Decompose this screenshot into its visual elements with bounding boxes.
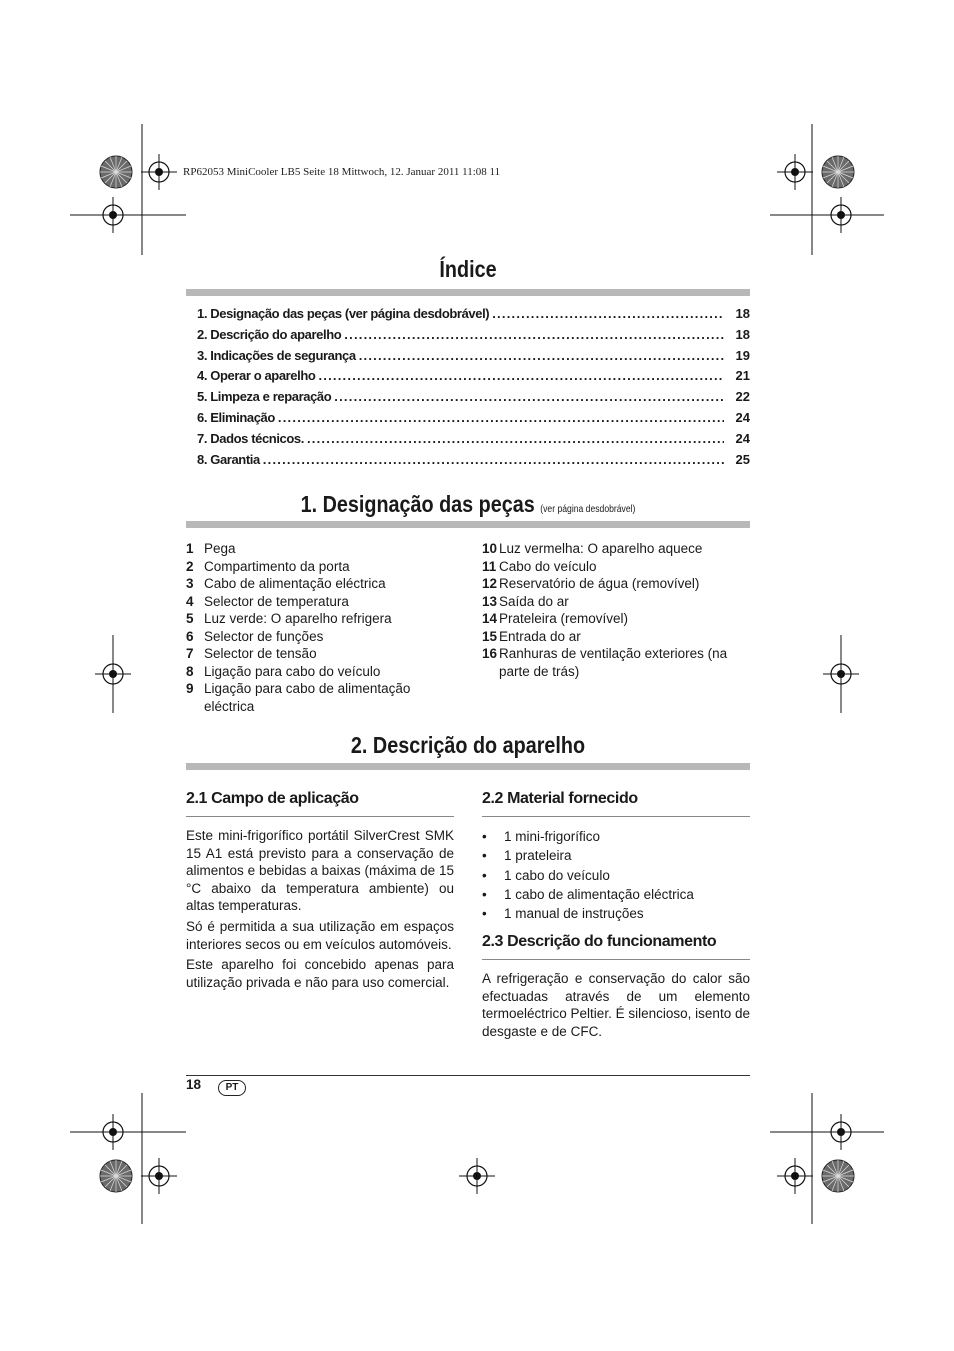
paragraph: Só é permitida a sua utilização em espaços interiores secos ou em veículos automóveis.	[186, 918, 454, 952]
supplied-items-list	[482, 827, 750, 923]
part-label: Selector de tensão	[204, 646, 317, 661]
part-label: Ligação para cabo do veículo	[204, 663, 381, 679]
toc-entry	[197, 348, 750, 369]
part-number: 8	[186, 663, 194, 679]
subsection-2-3-rule	[482, 959, 750, 960]
part-item	[186, 593, 436, 611]
part-label: Pega	[204, 541, 236, 556]
toc-entry-page: 24	[735, 430, 750, 446]
bullet-icon: •	[482, 829, 487, 845]
part-label: Prateleira (removível)	[499, 611, 629, 626]
toc-entry-label: 8. Garantia	[197, 451, 260, 467]
toc-entry-page: 24	[735, 409, 750, 425]
part-label: Cabo de alimentação eléctrica	[204, 576, 386, 591]
bullet-icon: •	[482, 887, 487, 903]
section2-rule	[186, 763, 750, 770]
part-item	[186, 558, 436, 576]
toc-entry	[197, 327, 750, 348]
page-number: 18	[186, 1077, 202, 1092]
language-badge: PT	[218, 1080, 246, 1096]
toc-entry-label: 4. Operar o aparelho	[197, 368, 316, 384]
toc-entry-page: 22	[735, 389, 750, 405]
subsection-2-1-rule	[186, 816, 454, 817]
subsection-2-3-text: A refrigeração e conservação do calor são efectuadas através de um elemento termoeléctrico Peltier. É silencioso, isento de desgaste e de CFC.	[482, 971, 750, 1039]
parts-list-right	[482, 540, 750, 680]
toc-entry-page: 18	[735, 326, 750, 342]
toc-leader	[304, 431, 724, 446]
part-item	[482, 593, 750, 611]
part-item	[482, 645, 750, 680]
toc-entry	[197, 452, 750, 473]
list-item-label: 1 cabo do veículo	[504, 867, 610, 883]
part-label: Selector de funções	[204, 628, 324, 644]
toc-entry-label: 7. Dados técnicos.	[197, 430, 304, 446]
part-item	[482, 575, 750, 593]
toc-leader	[315, 368, 724, 383]
part-item	[186, 610, 436, 628]
toc-entry	[197, 389, 750, 410]
part-number: 16	[482, 646, 498, 661]
toc-entry-page: 21	[735, 368, 750, 384]
list-item	[482, 885, 750, 904]
section1-note: (ver página desdobrável)	[540, 504, 636, 515]
subsection-2-2-title: 2.2 Material fornecido	[482, 790, 638, 807]
part-number: 3	[186, 576, 194, 591]
subsection-2-1-text	[186, 827, 454, 994]
part-number: 5	[186, 611, 194, 626]
part-item	[186, 663, 436, 681]
toc-leader	[331, 389, 724, 404]
part-label: Cabo do veículo	[499, 558, 597, 574]
paragraph: Este mini-frigorífico portátil SilverCrest SMK 15 A1 está previsto para a conservação de alimentos e bebidas a baixas (máxima de 15 °C abaixo da temperatura ambiente) ou altas temperaturas.	[186, 828, 454, 914]
section1-heading: 1. Designação das peças	[300, 491, 535, 517]
part-item	[186, 628, 436, 646]
list-item-label: 1 manual de instruções	[504, 906, 644, 922]
part-number: 4	[186, 593, 194, 609]
toc-leader	[275, 410, 724, 425]
toc-entry-page: 19	[735, 347, 750, 363]
part-item	[482, 628, 750, 646]
part-number: 2	[186, 558, 194, 574]
part-number: 7	[186, 646, 194, 661]
toc-leader	[489, 306, 724, 321]
part-label: Compartimento da porta	[204, 558, 350, 574]
print-slug: RP62053 MiniCooler LB5 Seite 18 Mittwoch, 12. Januar 2011 11:08 11	[183, 166, 501, 178]
part-number: 1	[186, 541, 194, 556]
list-item	[482, 866, 750, 885]
part-label: Reservatório de água (removível)	[499, 576, 700, 591]
part-item	[482, 540, 750, 558]
part-label: Selector de temperatura	[204, 593, 349, 609]
toc-rule	[186, 289, 750, 296]
part-label: Ligação para cabo de alimentação eléctrica	[204, 681, 411, 714]
toc-entry-label: 6. Eliminação	[197, 409, 275, 425]
toc-entry	[197, 431, 750, 452]
section1-title	[225, 491, 710, 518]
toc-entry-label: 2. Descrição do aparelho	[197, 326, 342, 342]
toc-entry	[197, 410, 750, 431]
toc-entry	[197, 306, 750, 327]
part-number: 14	[482, 611, 498, 626]
bullet-icon: •	[482, 906, 487, 922]
part-item	[186, 645, 436, 663]
part-label: Luz verde: O aparelho refrigera	[204, 611, 392, 626]
subsection-2-2-rule	[482, 816, 750, 817]
part-number: 9	[186, 681, 194, 696]
list-item	[482, 827, 750, 846]
table-of-contents	[197, 306, 750, 472]
part-number: 13	[482, 593, 498, 609]
parts-list-left	[186, 540, 436, 715]
subsection-2-1-title: 2.1 Campo de aplicação	[186, 790, 359, 807]
part-label: Saída do ar	[499, 593, 569, 609]
toc-entry-label: 1. Designação das peças (ver página desdobrável)	[197, 306, 490, 321]
part-number: 10	[482, 541, 498, 556]
subsection-2-3-title: 2.3 Descrição do funcionamento	[482, 933, 717, 950]
section1-rule	[186, 521, 750, 528]
part-item	[186, 540, 436, 558]
list-item	[482, 846, 750, 865]
toc-entry	[197, 368, 750, 389]
toc-entry-label: 3. Indicações de segurança	[197, 347, 356, 363]
section2-title: 2. Descrição do aparelho	[350, 732, 586, 758]
toc-leader	[260, 452, 724, 467]
toc-entry-page: 18	[735, 306, 750, 321]
part-number: 12	[482, 576, 498, 591]
list-item	[482, 904, 750, 923]
toc-title: Índice	[439, 256, 497, 282]
toc-leader	[356, 348, 724, 363]
footer-rule	[186, 1075, 750, 1076]
part-number: 15	[482, 628, 498, 644]
part-label: Entrada do ar	[499, 628, 581, 644]
part-item	[186, 680, 436, 715]
bullet-icon: •	[482, 848, 487, 864]
part-label: Luz vermelha: O aparelho aquece	[499, 541, 703, 556]
list-item-label: 1 mini-frigorífico	[504, 829, 601, 845]
bullet-icon: •	[482, 867, 487, 883]
part-item	[186, 575, 436, 593]
toc-entry-page: 25	[735, 451, 750, 467]
part-label: Ranhuras de ventilação exteriores (na parte de trás)	[499, 646, 728, 679]
list-item-label: 1 prateleira	[504, 848, 572, 864]
part-number: 6	[186, 628, 194, 644]
list-item-label: 1 cabo de alimentação eléctrica	[504, 887, 694, 903]
toc-leader	[341, 327, 724, 342]
toc-entry-label: 5. Limpeza e reparação	[197, 389, 332, 405]
part-item	[482, 610, 750, 628]
paragraph: Este aparelho foi concebido apenas para utilização privada e não para uso comercial.	[186, 957, 454, 990]
part-number: 11	[482, 558, 497, 574]
part-item	[482, 558, 750, 576]
